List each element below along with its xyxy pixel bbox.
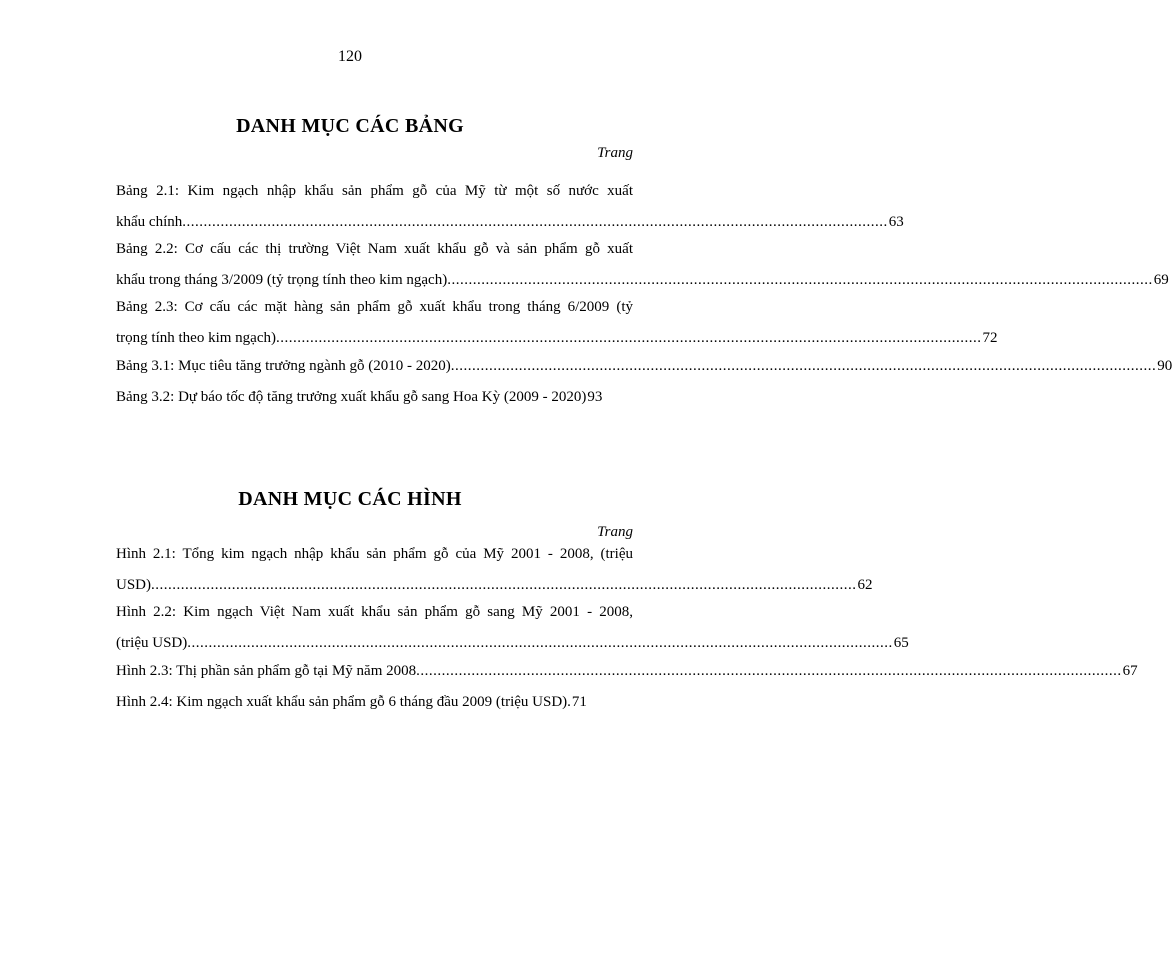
toc-entry-table-3-1[interactable]	[116, 351, 1172, 382]
leader-dots: ......................................................................................................................................................................	[416, 663, 1122, 679]
leader-dots: ......................................................................................................................................................................	[447, 272, 1153, 288]
figures-section-title: DANH MỤC CÁC HÌNH	[238, 488, 462, 510]
leader-dots: ......................................................................................................................................................................	[275, 330, 982, 346]
entry-caption: Hình 2.2: Kim ngạch Việt Nam xuất khẩu sản phẩm gỗ sang Mỹ 2001 - 2008,	[116, 604, 633, 620]
entry-caption: Bảng 2.1: Kim ngạch nhập khẩu sản phẩm gỗ của Mỹ từ một số nước xuất	[116, 183, 633, 199]
entry-page: 65	[893, 635, 909, 651]
toc-entry-table-2-1[interactable]	[116, 176, 904, 238]
entry-caption-cont: trọng tính theo kim ngạch)	[116, 330, 276, 346]
entry-caption: Bảng 2.2: Cơ cấu các thị trường Việt Nam xuất khẩu gỗ và sản phẩm gỗ xuất	[116, 241, 633, 257]
toc-entry-table-3-2[interactable]	[116, 382, 633, 413]
entry-page: 72	[982, 330, 998, 346]
entry-caption-cont: khẩu trong tháng 3/2009 (tỷ trọng tính theo kim ngạch)	[116, 272, 448, 288]
leader-dots: ......................................................................................................................................................................	[182, 214, 888, 230]
entry-caption: Hình 2.3: Thị phần sản phẩm gỗ tại Mỹ năm 2008	[116, 663, 417, 679]
entry-page: 93	[587, 389, 603, 405]
entry-caption: Bảng 3.1: Mục tiêu tăng trưởng ngành gỗ (2010 - 2020)	[116, 358, 451, 374]
entry-page: 71	[571, 694, 587, 710]
entry-page: 63	[888, 214, 904, 230]
entry-page: 67	[1122, 663, 1138, 679]
toc-entry-figure-2-1[interactable]	[116, 539, 873, 601]
leader-dots: ......................................................................................................................................................................	[151, 577, 857, 593]
leader-dots: ......................................................................................................................................................................	[450, 358, 1157, 374]
tables-page-col-label: Trang	[597, 145, 633, 161]
toc-entry-figure-2-4[interactable]	[116, 687, 633, 718]
entry-caption: Bảng 2.3: Cơ cấu các mặt hàng sản phẩm gỗ xuất khẩu trong tháng 6/2009 (tỷ	[116, 299, 633, 315]
page-number: 120	[338, 48, 362, 65]
entry-caption: Hình 2.4: Kim ngạch xuất khẩu sản phẩm gỗ 6 tháng đầu 2009 (triệu USD).	[116, 694, 571, 710]
entry-caption-cont: (triệu USD)	[116, 635, 188, 651]
entry-caption: Bảng 3.2: Dự báo tốc độ tăng trưởng xuất khẩu gỗ sang Hoa Kỳ (2009 - 2020)	[116, 389, 587, 405]
toc-entry-figure-2-3[interactable]	[116, 656, 1138, 687]
toc-entry-table-2-3[interactable]	[116, 292, 998, 354]
leader-dots: ......................................................................................................................................................................	[187, 635, 893, 651]
tables-section-title: DANH MỤC CÁC BẢNG	[236, 115, 464, 137]
toc-entry-figure-2-2[interactable]	[116, 597, 909, 659]
entry-caption-cont: USD)	[116, 577, 152, 593]
entry-caption: Hình 2.1: Tổng kim ngạch nhập khẩu sản phẩm gỗ của Mỹ 2001 - 2008, (triệu	[116, 546, 633, 562]
entry-caption-cont: khẩu chính	[116, 214, 183, 230]
figures-page-col-label: Trang	[597, 524, 633, 540]
toc-entry-table-2-2[interactable]	[116, 234, 1169, 296]
entry-page: 69	[1153, 272, 1169, 288]
entry-page: 62	[857, 577, 873, 593]
entry-page: 90	[1157, 358, 1172, 374]
